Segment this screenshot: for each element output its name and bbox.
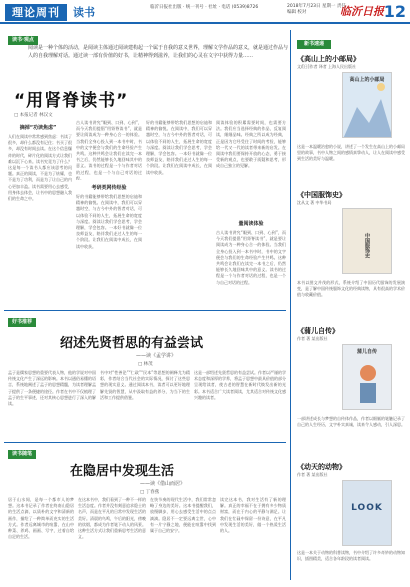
section2-byline: □ 林茂 [138, 362, 153, 367]
section-box: 理论周刊 [5, 4, 67, 21]
book-3-cover [342, 344, 392, 410]
section2-column-3: 这是一部绍述先贤哲思的有益尝试。作者以严谨的学术态度和深厚的学养，将孟子思想中最具价值的部分呈现给读者，使古老的智慧在新时代焕发出新的光彩。本书适合广大读者阅读，尤其适合对传统文化感兴趣的读者。 [194, 370, 286, 400]
section3-byline: □ 丁春燕 [140, 490, 160, 495]
book-1-title: 《高山上的小邮局》 [297, 55, 360, 63]
feature-intro: 阅读是一种个体的活动，是阅读主体通过阅读建构起一个属于自我的意义世界，理解文学作品的意义，就是通过作品与人的自我理解对话。通过读一部有价值的好书，让精神得到滋养，让我们的心灵在文字中获得力量…… [28, 45, 289, 59]
book-2-meta: 沈从文 著 中华书局 [297, 200, 332, 205]
section3-column-4: 读完这本书，我对生活有了新的理解。真正的幸福不在于拥有多少物质财富，而在于内心的平静与满足。让我们在忙碌中保留一份诗意，在平凡中发现生活的美好，做一个热爱生活的人。 [220, 497, 286, 534]
feature-column-3: 好的书籍能够带给我们思想的启迪和精神的愉悦。在阅读中，我们可以穿越时空，与古今中外的智者对话，可以体验不同的人生，拓展生命的宽度与深度。阅读让我们学会思考，学会理解，学会包容。一本好书就像一位良师益友，陪伴我们走过人生的每一个阶段。让我们在阅读中成长，在阅读中收获。 [146, 120, 212, 175]
book-1-desc: 这是一本温暖治愈的小说，讲述了一个发生在高山上的小邮局里的故事，书中人物之间的感情真挚动人，让人在阅读中感受到生活的美好与温暖。 [297, 144, 405, 162]
feature-column-2: 古人读书讲究“眼到、口到、心到”，而今天我们提倡“用肾脊读书”，就是要让阅读成为一种身心合一的体验。当我们全身心投入到一本书中时，书中的文字便会与我们的生命经验产生共鸣。这种共鸣会让我们在读完一本书之后，仍然能够长久地回味其中的意义。读书的过程是一个与作者对话的过程，也是一个与自己对话的过程。 [76, 120, 142, 180]
book-4-cover-label: LOOK [351, 503, 383, 513]
book-4-title: 《动天的动物》 [297, 463, 346, 471]
feature-subhead-2: 考研类网传经验 [91, 185, 127, 191]
sidebar-tag: 新书速递 [297, 40, 331, 49]
book-3-desc: 一部讲述成长与梦想的自传体作品，作者以细腻的笔触记录了自己的人生经历，文字朴实真诚，读来令人感动，引人深思。 [297, 416, 405, 428]
section3-column-1: 居于山水间，是每一个都市人的梦想。这本书记录了作者在终南山隐居的生活点滴，以质朴的文字和清新的画作，描绘了一种简单而充实的生活方式。作者远离城市的喧嚣，在山中种菜、养鸡、画画、写字，过着自给自足的生活。 [8, 497, 74, 540]
page-header [0, 0, 410, 24]
section2-subtitle: ——读《孟学讲》 [136, 353, 177, 359]
section3-column-2: 在这本书中，我们看到了一种不一样的生活态度。作者并没有刻意追求隐士的名声，而是在平凡的日常中发现生活的美好。清晨的鸟鸣，午后的阳光，傍晚的炊烟，都成为作者笔下动人的风景。这种生活方式让我们重新思考生活的意义。 [78, 497, 146, 540]
book-2-cover [342, 208, 392, 274]
book-4-meta: 作者 著 某出版社 [297, 472, 328, 477]
book-1-cover-label: 高山上的小邮局 [349, 77, 385, 83]
feature-column-4: 阅读体验的积累需要时间，也需要方法。我们应当选择经典的作品，反复阅读，细细品味。经典之所以成为经典，正是因为它经受住了时间的考验，能够给一代又一代的读者带来新的启发。在阅读中我们要保持开放的心态，勇于接受新的观点，也要敢于质疑和思考，形成自己独立的见解。 [216, 120, 286, 169]
feature-column-1: 人们在阅读中常常感到焦虑：书读了很多，却什么都没有记住；书买了很多，却没有时间去读。在这个信息爆炸的时代，碎片化的阅读方式让我们难以沉下心来。读书究竟为了什么？这是每一个读书人都应该思考的问题。真正的阅读，不是为了炫耀，也不是为了功利，而是为了让自己的内心更加丰盈。读书需要用心去感受，用身体去体会，让书中的思想融入我们的生命之中。 [8, 134, 72, 202]
newspaper-logo: 临沂日报 [340, 5, 384, 18]
section-name: 读书 [73, 6, 95, 19]
book-1-cover [342, 72, 392, 138]
book-1-meta: 文/[日]作者 译者 上海人民出版社 [297, 64, 357, 69]
feature-subhead-4: 量阅读体验 [238, 221, 264, 227]
book-3-cover-label: 蒲儿自传 [356, 349, 377, 355]
feature-tag: 读书·观点 [8, 36, 38, 45]
section2-title: 绍述先贤哲思的有益尝试 [60, 336, 204, 351]
section2-tag: 好书推荐 [8, 318, 36, 327]
section3-title: 在隐居中发现生活 [70, 464, 175, 479]
divider-2 [4, 442, 286, 443]
feature-column-4b: 古人读书讲究“眼到、口到、心到”，而今天我们提倡“用肾脊读书”，就是要让阅读成为一种身心合一的体验。当我们全身心投入到一本书中时，书中的文字便会与我们的生命经验产生共鸣。这种共鸣会让我们在读完一本书之后，仍然能够长久地回味其中的意义。读书的过程是一个与作者对话的过程，也是一个与自己对话的过程。 [216, 230, 286, 285]
book-3-title: 《蒲儿自传》 [297, 327, 339, 335]
divider-1 [4, 310, 286, 311]
book-2-cover-label: 中国服饰史 [364, 233, 370, 258]
issue-date: 2018年7月23日 星期一 责任编辑 校对 [287, 4, 346, 15]
book-3-meta: 作者 著 某出版社 [297, 336, 328, 341]
section3-subtitle: ——读《借山而居》 [140, 481, 186, 487]
feature-subhead-1: 摘掉“功读焦虑” [19, 125, 57, 131]
page-number: 12 [383, 2, 406, 21]
feature-title: “用肾脊读书” [14, 91, 129, 111]
book-2-title: 《中国服饰史》 [297, 191, 346, 199]
book-2-desc: 本书以图文并茂的形式，系统介绍了中国历代服饰的发展演变，是了解中国传统服饰文化的经典读物，具有很高的学术价值与收藏价值。 [297, 280, 405, 298]
publisher-info: 临沂日报社出版 · 统一刊号 · 社址 · 电话 (0539)8726 [150, 5, 259, 10]
feature-byline: □ 本报记者 林汉文 [14, 113, 53, 118]
book-4-cover [342, 480, 392, 546]
section2-column-1: 孟子是儒家思想的重要代表人物，他的学说对中国传统文化产生了深远的影响。本书以通俗易懂的语言，系统地阐述了孟子的思想精髓，为读者理解孟子提供了一条便捷的途径。作者在书中不仅梳理了孟子的生平事迹，还对其核心思想进行了深入的解读。 [8, 370, 96, 407]
book-4-desc: 这是一本关于动物的科普读物，书中介绍了许多奇妙的动物知识，插图精美，适合各年龄段的读者阅读。 [297, 550, 405, 562]
feature-column-2b: 好的书籍能够带给我们思想的启迪和精神的愉悦。在阅读中，我们可以穿越时空，与古今中外的智者对话，可以体验不同的人生，拓展生命的宽度与深度。阅读让我们学会思考，学会理解，学会包容。一本好书就像一位良师益友，陪伴我们走过人生的每一个阶段。让我们在阅读中成长，在阅读中收获。 [76, 194, 142, 249]
section2-column-2: 书中对“性善论”“仁政”“民本”等思想的阐释尤为精彩，作者结合当代社会的实际情况，探讨了这些思想的现实意义。通过阅读本书，读者可以更好地理解先贤的智慧，从中汲取有益的养分，为当下的生活和工作提供借鉴。 [100, 370, 190, 400]
section3-tag: 读书随笔 [8, 450, 36, 459]
sidebar-divider [290, 30, 291, 580]
section3-column-3: 在快节奏的现代生活中，我们常常忽略了身边的美好。这本书提醒我们，放慢脚步，用心去感受生活中的点点滴滴。隐居不一定要远离尘世，心中有一片宁静之地，便能在喧嚣中找到属于自己的安宁。 [150, 497, 216, 534]
